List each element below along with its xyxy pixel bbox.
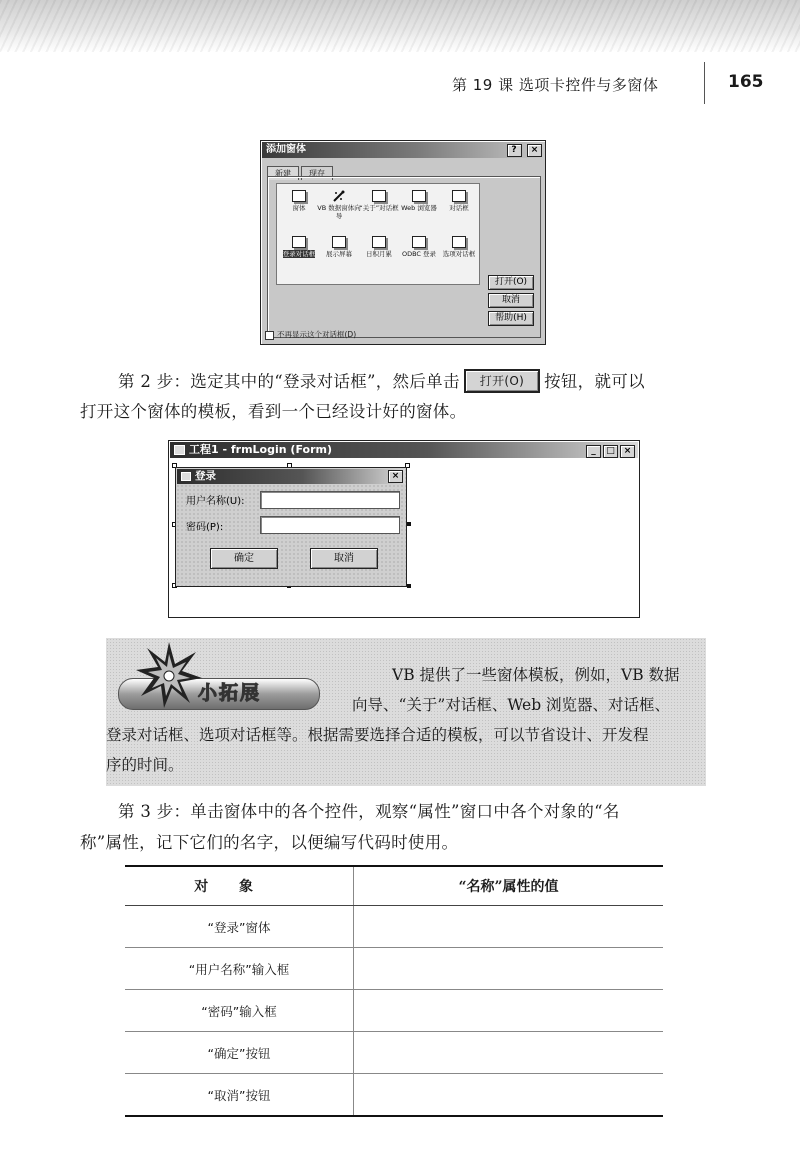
checkbox-box[interactable] — [265, 331, 274, 340]
name-properties-table — [125, 865, 663, 1117]
password-input[interactable] — [260, 516, 400, 534]
template-odbc-login[interactable] — [397, 236, 441, 258]
open-button[interactable]: 打开(O) — [488, 275, 534, 290]
form-designer-titlebar — [170, 442, 638, 458]
table-row — [125, 1074, 663, 1117]
help-button[interactable]: 帮助(H) — [488, 311, 534, 326]
header-divider — [704, 62, 705, 104]
table-header-row — [125, 866, 663, 906]
form-icon — [292, 236, 306, 248]
tip-line4: 序的时间。 — [106, 756, 184, 774]
template-label: “关于”对话框 — [359, 204, 399, 212]
name-value-cell[interactable] — [354, 948, 664, 990]
object-cell: “密码”输入框 — [125, 990, 354, 1032]
checkbox-label: 不再显示这个对话框(D) — [277, 330, 357, 339]
template-vb-data-form-wizard[interactable] — [317, 190, 361, 220]
object-cell: “确定”按钮 — [125, 1032, 354, 1074]
template-label: 展示屏幕 — [326, 250, 352, 258]
tip-line2: 向导、“关于”对话框、Web 浏览器、对话框、 — [352, 696, 671, 714]
username-label: 用户名称(U): — [186, 496, 245, 507]
maximize-button[interactable]: □ — [603, 445, 618, 458]
object-cell: “用户名称”输入框 — [125, 948, 354, 990]
form-icon — [412, 236, 426, 248]
starburst-icon — [134, 640, 204, 710]
template-splash-screen[interactable] — [317, 236, 361, 258]
step3-line2: 称”属性，记下它们的名字，以便编写代码时使用。 — [80, 833, 459, 852]
object-cell: “登录”窗体 — [125, 906, 354, 948]
inline-open-button: 打开(O) — [464, 369, 540, 393]
template-form[interactable] — [277, 190, 321, 212]
lesson-title: 第 19 课 选项卡控件与多窗体 — [452, 76, 659, 94]
template-login-dialog[interactable] — [277, 236, 321, 258]
step2-line2: 打开这个窗体的模板，看到一个已经设计好的窗体。 — [80, 402, 467, 421]
template-list — [276, 183, 480, 285]
form-designer-title: 工程1 - frmLogin (Form) — [189, 443, 332, 456]
step2-text-a: 第 2 步：选定其中的“登录对话框”，然后单击 — [118, 372, 460, 391]
name-value-cell[interactable] — [354, 1032, 664, 1074]
close-title-button[interactable]: × — [527, 144, 542, 157]
name-value-cell[interactable] — [354, 1074, 664, 1117]
column-header-object-text: 对象 — [194, 879, 284, 895]
login-close-button[interactable]: × — [388, 470, 403, 483]
table-row — [125, 990, 663, 1032]
template-label: 选项对话框 — [442, 250, 476, 258]
name-value-cell[interactable] — [354, 990, 664, 1032]
form-icon — [332, 236, 346, 248]
column-header-object — [125, 866, 354, 906]
template-dialog[interactable] — [437, 190, 481, 212]
close-button[interactable]: × — [620, 445, 635, 458]
name-value-cell[interactable] — [354, 906, 664, 948]
resize-handle[interactable] — [407, 522, 411, 526]
table-row — [125, 906, 663, 948]
object-cell: “取消”按钮 — [125, 1074, 354, 1117]
step2-text-b: 按钮，就可以 — [544, 372, 645, 391]
template-tip-of-day[interactable] — [357, 236, 401, 258]
help-title-button[interactable]: ? — [507, 144, 522, 157]
dialog-tabs — [267, 161, 335, 178]
template-label: 日积月累 — [366, 250, 392, 258]
table-row — [125, 948, 663, 990]
form-icon — [412, 190, 426, 202]
template-label: 窗体 — [292, 204, 306, 212]
add-form-dialog-titlebar — [262, 142, 544, 158]
template-label: VB 数据窗体向导 — [317, 204, 361, 220]
login-form-titlebar — [177, 469, 405, 484]
template-web-browser[interactable] — [397, 190, 441, 212]
template-label: 对话框 — [449, 204, 469, 212]
step3-line1: 第 3 步：单击窗体中的各个控件，观察“属性”窗口中各个对象的“名 — [118, 802, 620, 821]
tip-badge-label: 小拓展 — [198, 682, 262, 704]
step2-line1 — [118, 366, 645, 397]
form-icon — [452, 236, 466, 248]
login-window-icon — [181, 472, 191, 481]
tip-line1: VB 提供了一些窗体模板，例如，VB 数据 — [392, 666, 680, 684]
minimize-button[interactable]: _ — [586, 445, 601, 458]
template-options-dialog[interactable] — [437, 236, 481, 258]
column-header-name-value: “名称”属性的值 — [354, 866, 664, 906]
template-label: 登录对话框 — [282, 250, 316, 258]
tip-line3: 登录对话框、选项对话框等。根据需要选择合适的模板，可以节省设计、开发程 — [106, 726, 649, 744]
login-form[interactable] — [175, 467, 407, 587]
login-cancel-button[interactable]: 取消 — [310, 548, 378, 569]
template-panel — [267, 176, 541, 338]
wizard-icon — [332, 190, 346, 202]
template-label: Web 浏览器 — [401, 204, 437, 212]
form-icon — [452, 190, 466, 202]
table-row — [125, 1032, 663, 1074]
form-icon — [292, 190, 306, 202]
ok-button[interactable]: 确定 — [210, 548, 278, 569]
cancel-button[interactable]: 取消 — [488, 293, 534, 308]
header-texture-band — [0, 0, 800, 52]
form-icon — [372, 190, 386, 202]
dont-show-checkbox[interactable] — [265, 329, 356, 340]
add-form-dialog — [260, 140, 546, 345]
template-label: ODBC 登录 — [401, 250, 437, 258]
tab-new[interactable]: 新建 — [267, 166, 299, 180]
password-label: 密码(P): — [186, 522, 224, 533]
template-about-dialog[interactable] — [357, 190, 401, 212]
form-window-icon — [174, 445, 185, 455]
tab-existing[interactable]: 现存 — [301, 166, 333, 180]
dialog-title: 添加窗体 — [266, 144, 306, 155]
username-input[interactable] — [260, 491, 400, 509]
tip-box — [106, 638, 706, 786]
form-icon — [372, 236, 386, 248]
login-form-title: 登录 — [195, 470, 216, 482]
form-designer-window — [168, 440, 640, 618]
page-number: 165 — [728, 72, 764, 92]
resize-handle[interactable] — [407, 584, 411, 588]
